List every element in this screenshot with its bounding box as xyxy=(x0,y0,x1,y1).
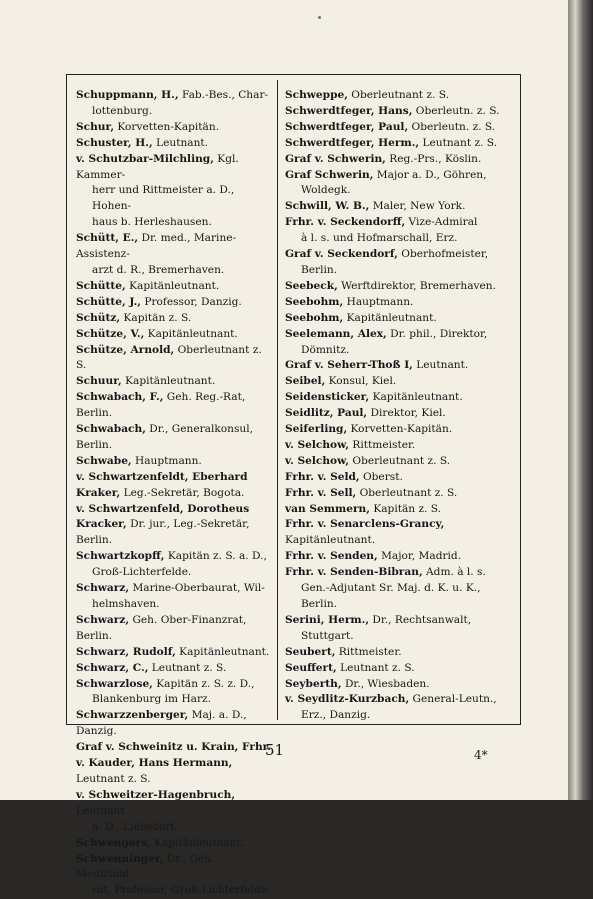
entry-detail: Kgl. Kammer- xyxy=(76,153,239,181)
directory-entry xyxy=(76,279,272,295)
entry-name: Frhr. v. Senden, xyxy=(285,550,378,562)
directory-entry xyxy=(285,120,513,136)
directory-entry xyxy=(76,708,272,740)
entry-name: Seyberth, xyxy=(285,678,342,690)
directory-entry xyxy=(285,486,513,502)
directory-entry xyxy=(76,852,272,899)
entry-detail: rat, Professor, Groß-Lichterfelde. xyxy=(76,883,272,899)
directory-entry xyxy=(76,88,272,120)
right-column xyxy=(285,88,513,724)
entry-name: Schuppmann, H., xyxy=(76,89,179,101)
entry-detail: Leutnant z. S. xyxy=(152,662,227,674)
entry-name: Seidensticker, xyxy=(285,391,369,403)
entry-name: Seebohm, xyxy=(285,296,343,308)
entry-detail: Leutnant z. S. xyxy=(76,773,151,785)
entry-detail: Woldegk. xyxy=(285,183,513,199)
entry-detail: lottenburg. xyxy=(76,104,272,120)
entry-name: Seelemann, Alex, xyxy=(285,328,387,340)
directory-entry xyxy=(76,152,272,232)
entry-detail: Vize-Admiral xyxy=(409,216,478,228)
directory-entry xyxy=(76,120,272,136)
directory-entry xyxy=(285,247,513,279)
entry-detail: Korvetten-Kapitän. xyxy=(117,121,219,133)
entry-name: Graf v. Schweinitz u. Krain, Frhr. v. Kauder, Hans Hermann, xyxy=(76,741,271,769)
entry-name: Schwengers, xyxy=(76,837,151,849)
entry-name: v. Selchow, xyxy=(285,455,349,467)
entry-name: Schwerdtfeger, Herm., xyxy=(285,137,419,149)
entry-name: Schwabach, xyxy=(76,423,146,435)
entry-name: v. Schwartzenfeld, Dorotheus Kracker, xyxy=(76,503,249,531)
entry-detail: Werftdirektor, Bremerhaven. xyxy=(341,280,496,292)
left-column xyxy=(76,88,272,899)
entry-detail: Kapitän z. S. z. D., xyxy=(156,678,254,690)
entry-name: v. Schweitzer-Hagenbruch, xyxy=(76,789,235,801)
entry-detail: Oberleutnant z. S. xyxy=(351,89,449,101)
entry-name: Seebohm, xyxy=(285,312,343,324)
entry-detail: Erz., Danzig. xyxy=(285,708,513,724)
entry-detail: Geh. Ober-Finanzrat, Berlin. xyxy=(76,614,246,642)
entry-detail: Konsul, Kiel. xyxy=(329,375,397,387)
entry-detail: Kapitänleutnant. xyxy=(285,534,375,546)
entry-name: v. Seydlitz-Kurzbach, xyxy=(285,693,409,705)
directory-entry xyxy=(76,645,272,661)
page-number: 51 xyxy=(265,741,284,759)
entry-name: v. Selchow, xyxy=(285,439,349,451)
entry-name: Schwerdtfeger, Paul, xyxy=(285,121,408,133)
entry-name: Graf v. Schwerin, xyxy=(285,153,386,165)
entry-detail: a. D., Liebsdorf. xyxy=(76,820,272,836)
entry-detail: Professor, Danzig. xyxy=(144,296,241,308)
directory-entry xyxy=(285,661,513,677)
entry-detail: Dr. jur., Leg.-Sekretär, Berlin. xyxy=(76,518,249,546)
directory-entry xyxy=(285,692,513,724)
directory-entry xyxy=(76,295,272,311)
entry-detail: Fab.-Bes., Char- xyxy=(182,89,268,101)
directory-entry xyxy=(76,788,272,836)
entry-detail: Major a. D., Göhren, xyxy=(377,169,487,181)
entry-name: v. Schutzbar-Milchling, xyxy=(76,153,214,165)
entry-detail: Kapitänleutnant. xyxy=(179,646,269,658)
entry-detail: Hauptmann. xyxy=(135,455,202,467)
entry-detail: Kapitän z. S. a. D., xyxy=(168,550,267,562)
entry-name: Seibel, xyxy=(285,375,325,387)
directory-entry xyxy=(285,406,513,422)
directory-entry xyxy=(76,740,272,788)
entry-name: Seidlitz, Paul, xyxy=(285,407,367,419)
entry-name: Graf v. Seckendorf, xyxy=(285,248,398,260)
directory-entry xyxy=(285,438,513,454)
directory-entry xyxy=(285,199,513,215)
entry-name: Schütz, xyxy=(76,312,120,324)
entry-detail: Marine-Oberbaurat, Wil- xyxy=(132,582,264,594)
directory-entry xyxy=(76,661,272,677)
entry-detail: arzt d. R., Bremerhaven. xyxy=(76,263,272,279)
entry-name: Schuur, xyxy=(76,375,122,387)
directory-entry xyxy=(285,88,513,104)
directory-entry xyxy=(285,613,513,645)
column-divider xyxy=(277,80,278,720)
entry-detail: Dömnitz. xyxy=(285,343,513,359)
entry-detail: Berlin. xyxy=(285,263,513,279)
entry-detail: Oberst. xyxy=(363,471,403,483)
directory-entry xyxy=(76,581,272,613)
directory-entry xyxy=(285,565,513,613)
entry-name: Frhr. v. Senden-Bibran, xyxy=(285,566,423,578)
entry-detail: Dr., Generalkonsul, Berlin. xyxy=(76,423,253,451)
entry-name: Schwarz, xyxy=(76,582,129,594)
entry-detail: Leutnant. xyxy=(416,359,468,371)
entry-name: Schütze, V., xyxy=(76,328,144,340)
directory-entry xyxy=(285,327,513,359)
entry-name: Frhr. v. Sell, xyxy=(285,487,356,499)
entry-detail: Dr. phil., Direktor, xyxy=(390,328,487,340)
entry-detail: herr und Rittmeister a. D., Hohen- xyxy=(76,183,272,215)
entry-detail: Oberleutn. z. S. xyxy=(412,121,496,133)
entry-name: Graf Schwerin, xyxy=(285,169,373,181)
entry-name: Schwabach, F., xyxy=(76,391,163,403)
entry-detail: Oberleutnant z. S. xyxy=(352,455,450,467)
entry-detail: Rittmeister. xyxy=(339,646,402,658)
entry-detail: Kapitänleutnant. xyxy=(373,391,463,403)
directory-entry xyxy=(76,502,272,550)
entry-detail: Kapitänleutnant. xyxy=(347,312,437,324)
directory-entry xyxy=(285,104,513,120)
entry-name: Serini, Herm., xyxy=(285,614,369,626)
directory-entry xyxy=(76,836,272,852)
entry-name: Schwarz, Rudolf, xyxy=(76,646,176,658)
directory-entry xyxy=(76,231,272,279)
entry-detail: Direktor, Kiel. xyxy=(371,407,446,419)
entry-name: Frhr. v. Seld, xyxy=(285,471,360,483)
entry-detail: Berlin. xyxy=(285,597,513,613)
entry-name: Schwill, W. B., xyxy=(285,200,369,212)
entry-detail: Leutnant. xyxy=(156,137,208,149)
entry-name: Schwerdtfeger, Hans, xyxy=(285,105,412,117)
directory-entry xyxy=(76,470,272,502)
directory-entry xyxy=(285,358,513,374)
entry-name: v. Schwartzenfeldt, Eberhard Kraker, xyxy=(76,471,248,499)
entry-detail: Kapitänleutnant. xyxy=(129,280,219,292)
directory-entry xyxy=(285,422,513,438)
entry-name: Frhr. v. Senarclens-Grancy, xyxy=(285,518,444,530)
entry-detail: Dr. med., Marine-Assistenz- xyxy=(76,232,236,260)
entry-name: Schwabe, xyxy=(76,455,132,467)
entry-name: Schwarzlose, xyxy=(76,678,153,690)
entry-detail: Dr., Wiesbaden. xyxy=(345,678,430,690)
entry-detail: Hauptmann. xyxy=(347,296,414,308)
directory-entry xyxy=(76,327,272,343)
entry-detail: Kapitänleutnant. xyxy=(148,328,238,340)
entry-detail: Geh. Reg.-Rat, Berlin. xyxy=(76,391,245,419)
directory-entry xyxy=(76,677,272,709)
entry-detail: Adm. à l. s. xyxy=(426,566,486,578)
entry-name: Seubert, xyxy=(285,646,335,658)
entry-detail: à l. s. und Hofmarschall, Erz. xyxy=(285,231,513,247)
directory-entry xyxy=(285,295,513,311)
entry-name: Schwarz, xyxy=(76,614,129,626)
entry-name: van Semmern, xyxy=(285,503,370,515)
directory-entry xyxy=(285,470,513,486)
directory-entry xyxy=(285,136,513,152)
directory-entry xyxy=(76,311,272,327)
entry-detail: Oberhofmeister, xyxy=(401,248,488,260)
entry-detail: Leutnant z. S. xyxy=(340,662,415,674)
directory-entry xyxy=(76,390,272,422)
entry-detail: haus b. Herleshausen. xyxy=(76,215,272,231)
directory-entry xyxy=(285,215,513,247)
directory-entry xyxy=(285,374,513,390)
directory-entry xyxy=(76,374,272,390)
directory-entry xyxy=(76,343,272,375)
entry-detail: Stuttgart. xyxy=(285,629,513,645)
paper-speck xyxy=(318,16,321,19)
entry-detail: Dr., Rechtsanwalt, xyxy=(372,614,471,626)
entry-detail: Dr., Geh. Medizinal- xyxy=(76,853,214,881)
signature-mark: 4* xyxy=(474,748,488,762)
entry-detail: Reg.-Prs., Köslin. xyxy=(389,153,481,165)
directory-entry xyxy=(76,422,272,454)
directory-entry xyxy=(285,168,513,200)
entry-detail: Gen.-Adjutant Sr. Maj. d. K. u. K., xyxy=(285,581,513,597)
entry-detail: Kapitän z. S. xyxy=(123,312,191,324)
entry-detail: Rittmeister. xyxy=(352,439,415,451)
directory-entry xyxy=(285,502,513,518)
entry-name: Schur, xyxy=(76,121,114,133)
entry-detail: Oberleutnant z. S. xyxy=(76,344,262,372)
entry-name: Schwartzkopff, xyxy=(76,550,164,562)
entry-detail: Groß-Lichterfelde. xyxy=(76,565,272,581)
directory-entry xyxy=(76,549,272,581)
directory-entry xyxy=(285,517,513,549)
entry-detail: Kapitän z. S. xyxy=(373,503,441,515)
entry-name: Seuffert, xyxy=(285,662,337,674)
directory-entry xyxy=(285,152,513,168)
entry-name: Schwarzzenberger, xyxy=(76,709,188,721)
entry-detail: Oberleutn. z. S. xyxy=(416,105,500,117)
entry-name: Seiferling, xyxy=(285,423,347,435)
entry-name: Graf v. Seherr-Thoß I, xyxy=(285,359,413,371)
directory-entry xyxy=(285,454,513,470)
entry-detail: Korvetten-Kapitän. xyxy=(351,423,453,435)
entry-name: Schütze, Arnold, xyxy=(76,344,174,356)
entry-name: Schwarz, C., xyxy=(76,662,148,674)
entry-detail: Blankenburg im Harz. xyxy=(76,692,272,708)
directory-entry xyxy=(285,645,513,661)
entry-detail: Major, Madrid. xyxy=(381,550,461,562)
entry-name: Seebeck, xyxy=(285,280,338,292)
entry-name: Schuster, H., xyxy=(76,137,153,149)
entry-detail: Leutnant xyxy=(76,805,125,817)
entry-detail: Kapitänleutnant. xyxy=(125,375,215,387)
entry-detail: helmshaven. xyxy=(76,597,272,613)
directory-entry xyxy=(285,549,513,565)
directory-entry xyxy=(285,279,513,295)
directory-entry xyxy=(285,311,513,327)
directory-entry xyxy=(285,390,513,406)
entry-name: Schwenninger, xyxy=(76,853,163,865)
directory-entry xyxy=(76,136,272,152)
entry-detail: Kapitänleutnant. xyxy=(154,837,244,849)
entry-detail: Maler, New York. xyxy=(373,200,466,212)
directory-entry xyxy=(285,677,513,693)
entry-detail: Leutnant z. S. xyxy=(422,137,497,149)
entry-name: Schütte, J., xyxy=(76,296,141,308)
entry-name: Schweppe, xyxy=(285,89,348,101)
entry-name: Schütt, E., xyxy=(76,232,138,244)
directory-entry xyxy=(76,613,272,645)
entry-name: Frhr. v. Seckendorff, xyxy=(285,216,405,228)
book-spine-edge xyxy=(568,0,593,800)
entry-name: Schütte, xyxy=(76,280,126,292)
directory-entry xyxy=(76,454,272,470)
entry-detail: Oberleutnant z. S. xyxy=(360,487,458,499)
entry-detail: Leg.-Sekretär, Bogota. xyxy=(124,487,245,499)
entry-detail: Maj. a. D., Danzig. xyxy=(76,709,247,737)
entry-detail: General-Leutn., xyxy=(413,693,497,705)
